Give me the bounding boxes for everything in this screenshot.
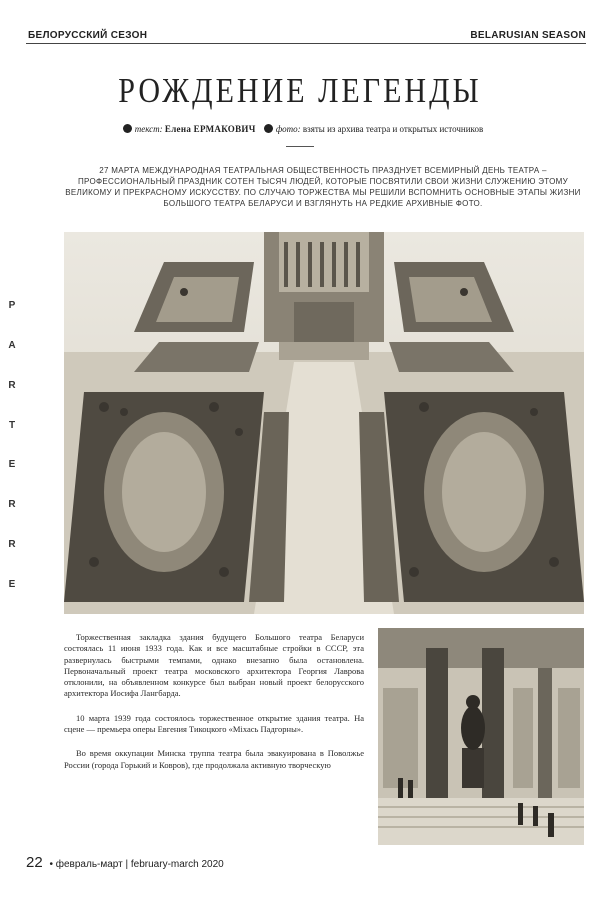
side-tab-letter: P xyxy=(8,300,16,311)
article-lead: 27 МАРТА МЕЖДУНАРОДНАЯ ТЕАТРАЛЬНАЯ ОБЩЕСТВЕННОСТЬ ПРАЗДНУЕТ ВСЕМИРНЫЙ ДЕНЬ ТЕАТРА – ПРОФЕССИОНАЛЬНЫЙ ПРАЗДНИК СОТЕН ТЫСЯЧ ЛЮДЕЙ, КОТОРЫЕ ПОСВЯТИЛИ СВОИ ЖИЗНИ СЛУЖЕНИЮ ЭТОМУ ВЕЛИКОМУ И ПРЕКРАСНОМУ ИСКУССТВУ. ПО СЛУЧАЮ ТОРЖЕСТВА МЫ РЕШИЛИ ВСПОМНИТЬ ОСНОВНЫЕ ЭТАПЫ ЖИЗНИ БОЛЬШОГО ТЕАТРА БЕЛАРУСИ И ВЗГЛЯНУТЬ НА РЕДКИЕ АРХИВНЫЕ ФОТО. xyxy=(65,166,581,208)
side-tab-letter: A xyxy=(8,339,16,351)
side-tab-letter: R xyxy=(8,379,16,391)
theatre-foyer-photo xyxy=(378,628,584,845)
issue-date: февраль-март | february-march 2020 xyxy=(55,859,224,870)
footer-bullet: • xyxy=(49,859,53,870)
article-credits xyxy=(0,124,600,134)
page-footer xyxy=(26,854,224,871)
side-section-tab xyxy=(6,300,18,590)
photo-credit-label: фото: xyxy=(275,124,301,134)
body-paragraph: 10 марта 1939 года состоялось торжественное открытие здания театра. На сцене — премьера оперы Евгения Тикоцкого «Міхась Падгорны». xyxy=(64,712,364,735)
theatre-aerial-photo xyxy=(64,232,584,614)
article-title: РОЖДЕНИЕ ЛЕГЕНДЫ xyxy=(118,72,482,110)
section-title-en: BELARUSIAN SEASON xyxy=(470,30,586,41)
section-title-ru: БЕЛОРУССКИЙ СЕЗОН xyxy=(28,30,148,41)
side-tab-letter: R xyxy=(8,499,16,511)
side-tab-letter: E xyxy=(8,578,16,590)
photo-credit-source: взяты из архива театра и открытых источников xyxy=(302,124,484,134)
side-tab-letter: T xyxy=(8,419,16,431)
photo-credit-icon xyxy=(264,124,273,133)
body-paragraph: Торжественная закладка здания будущего Большого театра Беларуси состоялась 11 июня 1933 года. Как и все масштабные стройки в СССР, эта развернулась быстрыми темпами, однако внезапно была остановлена. Первоначальный проект театра московского архитектора Георгия Лаврова отклонили, на объявленном конкурсе был выбран новый проект белорусского архитектора Иосифа Лангбарда. xyxy=(64,632,364,699)
author-name: Елена ЕРМАКОВИЧ xyxy=(164,124,256,134)
text-credit-label: текст: xyxy=(134,124,163,134)
side-tab-letter: E xyxy=(8,459,16,471)
header-rule xyxy=(26,43,586,44)
body-paragraph: Во время оккупации Минска труппа театра была эвакуирована в Поволжье России (города Горький и Ковров), где продолжала активную творческую xyxy=(64,748,364,770)
page-number: 22 xyxy=(26,854,43,871)
article-body xyxy=(64,632,364,784)
title-divider xyxy=(286,146,314,147)
text-credit-icon xyxy=(123,124,132,133)
side-tab-letter: R xyxy=(8,539,16,551)
